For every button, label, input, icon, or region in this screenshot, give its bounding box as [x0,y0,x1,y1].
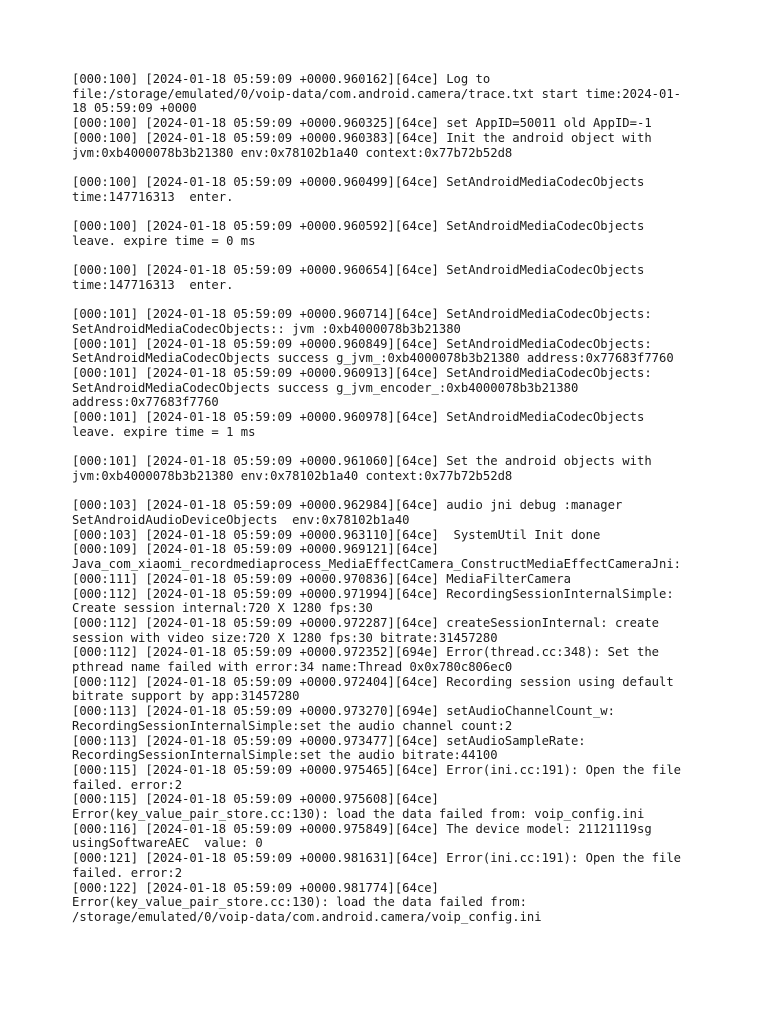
log-line: [000:100] [2024-01-18 05:59:09 +0000.960499][64ce] SetAndroidMediaCodecObjects time:147716313 enter. [72,174,645,204]
log-line: [000:100] [2024-01-18 05:59:09 +0000.960162][64ce] Log to file:/storage/emulated/0/voip-data/com.android.camera/trace.txt start time:2024-01- 18 05:59:09 +0000 [72,72,682,116]
log-line: [000:101] [2024-01-18 05:59:09 +0000.961060][64ce] Set the android objects with jvm:0xb4000078b3b21380 env:0x78102b1a40 context:0x77b72b52d8 [72,454,652,483]
log-line: [000:112] [2024-01-18 05:59:09 +0000.972287][64ce] createSessionInternal: create session with video size:720 X 1280 fps:30 bitrate:31457280 [72,615,659,645]
log-line: [000:112] [2024-01-18 05:59:09 +0000.972404][64ce] Recording session using default bitrate support by app:31457280 [72,674,674,704]
log-line: [000:121] [2024-01-18 05:59:09 +0000.981631][64ce] Error(ini.cc:191): Open the file failed. error:2 [72,851,682,880]
log-line: [000:112] [2024-01-18 05:59:09 +0000.972352][694e] Error(thread.cc:348): Set the pthread name failed with error:34 name:Thread 0x0x780c806ec0 [72,645,659,675]
log-line: [000:112] [2024-01-18 05:59:09 +0000.971994][64ce] RecordingSessionInternalSimple: Create session internal:720 X 1280 fps:30 [72,586,674,616]
log-line: [000:113] [2024-01-18 05:59:09 +0000.973270][694e] setAudioChannelCount_w: RecordingSessionInternalSimple:set the audio channel count:2 [72,704,615,733]
log-line: [000:100] [2024-01-18 05:59:09 +0000.960383][64ce] Init the android object with jvm:0xb4000078b3b21380 env:0x78102b1a40 context:0x77b72b52d8 [72,130,652,160]
log-line: [000:115] [2024-01-18 05:59:09 +0000.975465][64ce] Error(ini.cc:191): Open the file failed. error:2 [72,762,682,792]
log-line: [000:111] [2024-01-18 05:59:09 +0000.970836][64ce] MediaFilterCamera [72,571,571,586]
log-line: [000:115] [2024-01-18 05:59:09 +0000.975608][64ce] Error(key_value_pair_store.cc:130): load the data failed from: voip_config.ini [72,792,645,822]
log-line: [000:101] [2024-01-18 05:59:09 +0000.960978][64ce] SetAndroidMediaCodecObjects leave. expire time = 1 ms [72,410,645,439]
log-document [72,72,708,925]
log-line: [000:100] [2024-01-18 05:59:09 +0000.960592][64ce] SetAndroidMediaCodecObjects leave. expire time = 0 ms [72,219,645,248]
log-line: [000:103] [2024-01-18 05:59:09 +0000.962984][64ce] audio jni debug :manager SetAndroidAudioDeviceObjects env:0x78102b1a40 [72,498,623,527]
log-line: [000:113] [2024-01-18 05:59:09 +0000.973477][64ce] setAudioSampleRate: RecordingSessionInternalSimple:set the audio bitrate:44100 [72,733,586,763]
log-line: [000:100] [2024-01-18 05:59:09 +0000.960325][64ce] set AppID=50011 old AppID=-1 [72,116,652,131]
log-line: [000:103] [2024-01-18 05:59:09 +0000.963110][64ce] SystemUtil Init done [72,527,601,542]
log-line: [000:116] [2024-01-18 05:59:09 +0000.975849][64ce] The device model: 21121119sg usingSoftwareAEC value: 0 [72,821,652,851]
log-line: [000:101] [2024-01-18 05:59:09 +0000.960849][64ce] SetAndroidMediaCodecObjects: SetAndroidMediaCodecObjects success g_jvm_:0xb4000078b3b21380 address:0x77683f7760 [72,336,674,366]
log-line: [000:109] [2024-01-18 05:59:09 +0000.969121][64ce] Java_com_xiaomi_recordmediaprocess_MediaEffectCamera_ConstructMediaEffectCameraJni: [72,542,682,572]
log-line: [000:101] [2024-01-18 05:59:09 +0000.960714][64ce] SetAndroidMediaCodecObjects: SetAndroidMediaCodecObjects:: jvm :0xb4000078b3b21380 [72,307,652,336]
log-line: [000:122] [2024-01-18 05:59:09 +0000.981774][64ce] Error(key_value_pair_store.cc:130): load the data failed from: /storage/emulated/0/voip-data/com.android.camera/voip_config.ini [72,880,542,924]
log-line: [000:100] [2024-01-18 05:59:09 +0000.960654][64ce] SetAndroidMediaCodecObjects time:147716313 enter. [72,263,645,292]
log-line: [000:101] [2024-01-18 05:59:09 +0000.960913][64ce] SetAndroidMediaCodecObjects: SetAndroidMediaCodecObjects success g_jvm_encoder_:0xb4000078b3b21380 address:0x77683f7760 [72,366,652,410]
